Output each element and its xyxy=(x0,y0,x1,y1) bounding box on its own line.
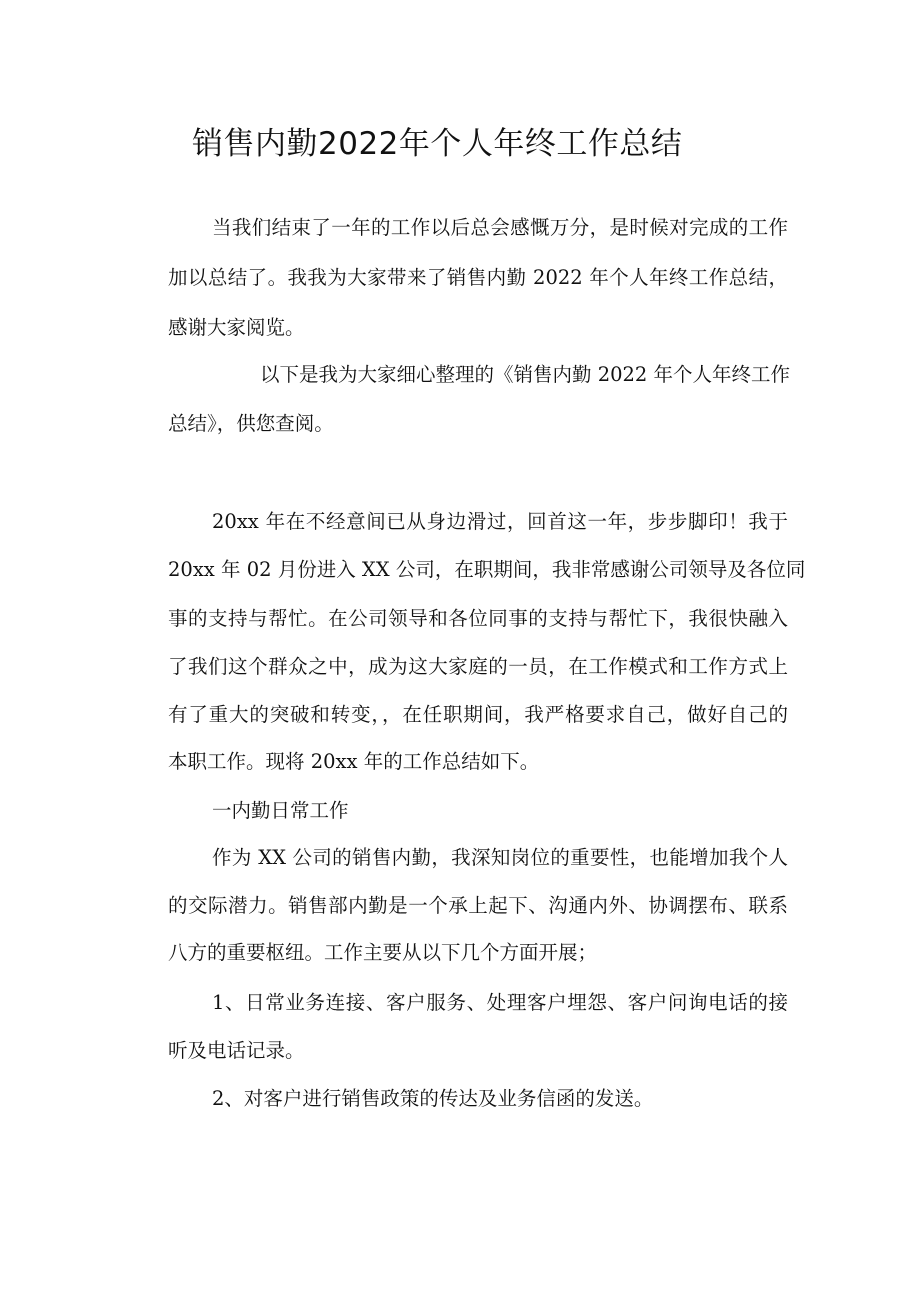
body-paragraph-line xyxy=(168,651,788,679)
body-paragraph-line xyxy=(212,842,788,870)
text-line: 以下是我为大家细心整理的《销售内勤 2022 年个人年终工作 xyxy=(260,363,791,386)
text-line: 20xx 年 02 月份进入 XX 公司，在职期间，我非常感谢公司领导及各位同 xyxy=(168,558,806,581)
body-paragraph-line: 八方的重要枢纽。工作主要从以下几个方面开展； xyxy=(168,941,598,964)
text-line: 的交际潜力。销售部内勤是一个承上起下、沟通内外、协调摆布、联系 xyxy=(168,894,788,917)
body-paragraph-line xyxy=(168,699,788,727)
text-line: 当我们结束了一年的工作以后总会感慨万分，是时候对完成的工作 xyxy=(212,216,788,239)
body-paragraph-line xyxy=(212,506,788,534)
text-line: 20xx 年在不经意间已从身边滑过，回首这一年，步步脚印！我于 xyxy=(212,510,788,533)
intro-paragraph-line xyxy=(168,262,788,290)
list-item-line: 听及电话记录。 xyxy=(168,1039,305,1062)
intro-paragraph-line: 感谢大家阅览。 xyxy=(168,316,305,339)
guide-paragraph-line: 总结》，供您查阅。 xyxy=(168,412,334,435)
body-paragraph-line xyxy=(168,603,788,631)
body-paragraph-line xyxy=(168,890,788,918)
text-line: 事的支持与帮忙。在公司领导和各位同事的支持与帮忙下，我很快融入 xyxy=(168,607,788,630)
document-title: 销售内勤2022年个人年终工作总结 xyxy=(192,126,683,162)
text-line: 有了重大的突破和转变，，在任职期间，我严格要求自己，做好自己的 xyxy=(168,703,788,726)
text-line: 加以总结了。我我为大家带来了销售内勤 2022 年个人年终工作总结， xyxy=(168,266,788,289)
section-heading: 一内勤日常工作 xyxy=(212,799,349,822)
text-line: 作为 XX 公司的销售内勤，我深知岗位的重要性，也能增加我个人 xyxy=(212,846,788,869)
text-line: 了我们这个群众之中，成为这大家庭的一员，在工作模式和工作方式上 xyxy=(168,655,788,678)
list-item-line: 2、对客户进行销售政策的传达及业务信函的发送。 xyxy=(212,1087,654,1110)
guide-paragraph-line xyxy=(260,359,791,387)
body-paragraph-line: 本职工作。现将 20xx 年的工作总结如下。 xyxy=(168,750,540,773)
list-item-line xyxy=(212,987,788,1015)
body-paragraph-line xyxy=(168,554,806,582)
text-line: 1、日常业务连接、客户服务、处理客户埋怨、客户问询电话的接 xyxy=(212,991,788,1014)
intro-paragraph-line xyxy=(212,212,788,240)
